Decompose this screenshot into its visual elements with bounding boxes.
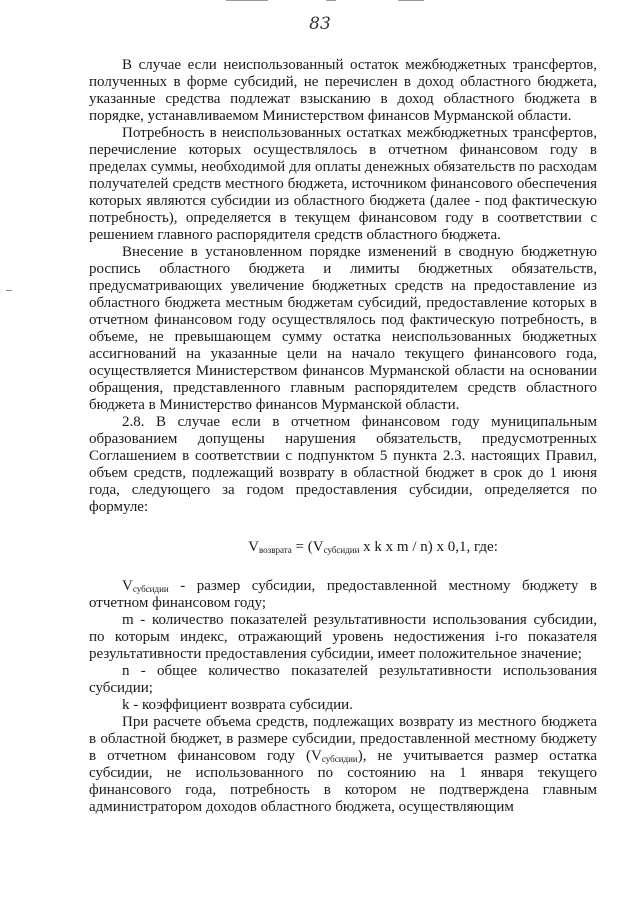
refund-formula — [89, 539, 597, 556]
note-v-letter: V — [311, 748, 322, 764]
definition-v-subsidii — [89, 578, 597, 612]
formula-sub-subsidii: субсидии — [323, 545, 360, 555]
formula-tail: x k x m / n) x 0,1, где: — [359, 539, 498, 555]
paragraph-budget-changes: Внесение в установленном порядке изменений в сводную бюджетную роспись областного бюджета и лимиты бюджетных обязательств, предусматривающих увеличение бюджетных средств на предоставление из областного бюджета местным бюджетам субсидий, предоставление которых в отчетном финансовом году осуществлялось под фактическую потребность, в объеме, не превышающем сумму остатка неиспользованных бюджетных ассигнований на указанные цели на начало текущего финансового года, осуществляется Министерством финансов Мурманской области на основании обращения, представленного главным распорядителем средств областного бюджета в Министерство финансов Мурманской области. — [89, 244, 597, 413]
margin-mark — [6, 290, 12, 291]
def-v-letter: V — [122, 578, 133, 594]
document-body — [89, 57, 597, 816]
note-end: ), не учитывается размер остатка субсидии, не использованного по состоянию на 1 января текущего финансового года, потребность в котором не подтверждена главным администратором доходов областного бюджета, осуществляющим — [89, 748, 597, 815]
top-edge-mark — [326, 0, 336, 1]
page-number: 83 — [309, 14, 331, 34]
paragraph-actual-need: Потребность в неиспользованных остатках межбюджетных трансфертов, перечисление которых осуществлялось в отчетном финансовом году в пределах суммы, необходимой для оплаты денежных обязательств по расходам получателей средств местного бюджета, источником финансового обеспечения которых являются субсидии из областного бюджета (далее - под фактическую потребность), определяется в текущем финансовом году в соответствии с решением главного распорядителя средств областного бюджета. — [89, 125, 597, 243]
note-v-sub: субсидии — [321, 754, 358, 764]
def-v-sub: субсидии — [132, 584, 169, 594]
paragraph-2-8: 2.8. В случае если в отчетном финансовом году муниципальным образованием допущены нарушения обязательств, предусмотренных Соглашением в соответствии с подпунктом 5 пункта 2.3. настоящих Правил, объем средств, подлежащий возврату в областной бюджет в срок до 1 июня года, следующего за годом предоставления субсидии, определяется по формуле: — [89, 414, 597, 515]
definition-n: n - общее количество показателей результативности использования субсидии; — [89, 663, 597, 696]
top-edge-mark — [226, 0, 268, 1]
note-start: При расчете объема средств, подлежащих возврату из местного бюджета в областной бюджет, в размере субсидии, предоставленной местному бюджету в отчетном финансовом году ( — [89, 714, 597, 764]
paragraph-calculation-note — [89, 714, 597, 816]
formula-sub-vozvrata: возврата — [258, 545, 292, 555]
paragraph-unused-balance-recovery: В случае если неиспользованный остаток межбюджетных трансфертов, полученных в форме субсидий, не перечислен в доход областного бюджета, указанные средства подлежат взысканию в доход областного бюджета в порядке, устанавливаемом Министерством финансов Мурманской области. — [89, 57, 597, 124]
definition-m: m - количество показателей результативности использования субсидии, по которым индекс, отражающий уровень недостижения i-го показателя результативности предоставления субсидии, имеет положительное значение; — [89, 612, 597, 662]
def-v-text: - размер субсидии, предоставленной местному бюджету в отчетном финансовом году; — [89, 578, 597, 611]
formula-v: V — [248, 539, 259, 555]
formula-eq-open: = (V — [291, 539, 324, 555]
definition-k: k - коэффициент возврата субсидии. — [122, 697, 353, 713]
top-edge-mark — [398, 0, 424, 1]
